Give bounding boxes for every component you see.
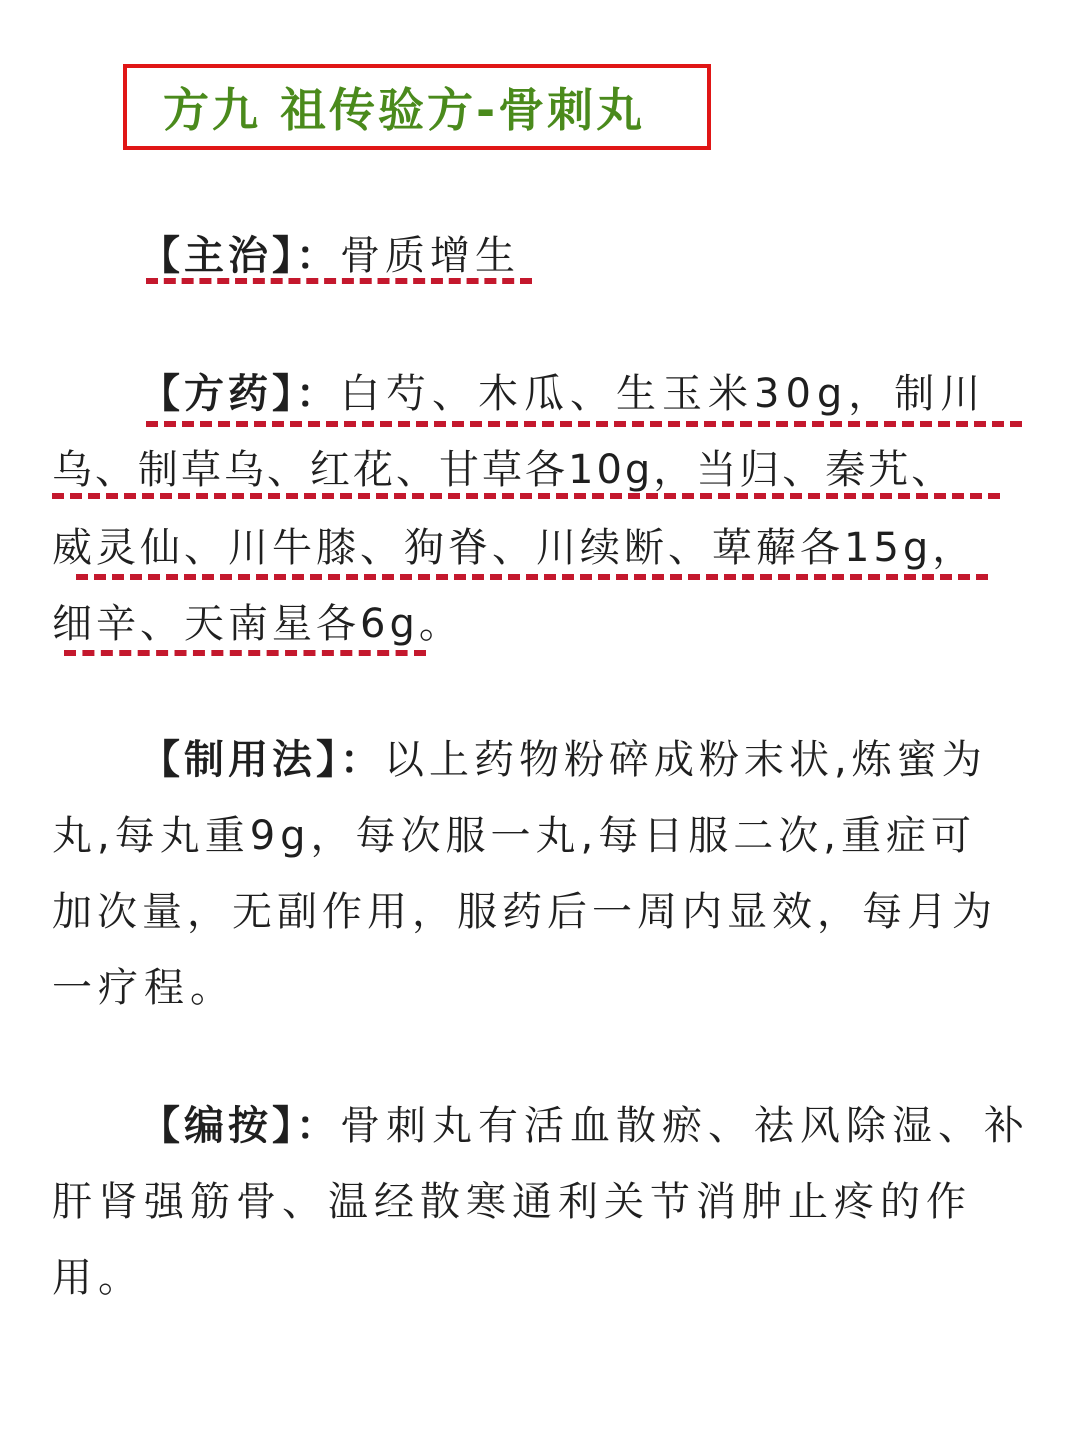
note-label: 【编按】： [140, 1103, 340, 1149]
preparation-label: 【制用法】： [140, 737, 384, 783]
prescription-label: 【方药】： [140, 371, 340, 417]
indication-text: 骨质增生 [340, 233, 520, 279]
preparation-line-4: 一疗程。 [52, 965, 236, 1011]
indication-line [140, 233, 520, 279]
page-title: 方九 祖传验方-骨刺丸 [163, 83, 646, 137]
underline-prescription-2 [52, 493, 1000, 499]
underline-prescription-4 [64, 650, 426, 656]
title-box [123, 64, 711, 150]
preparation-line-3: 加次量，无副作用，服药后一周内显效，每月为 [52, 889, 997, 935]
underline-indication [146, 278, 532, 284]
note-line-2: 肝肾强筋骨、温经散寒通利关节消肿止疼的作 [52, 1179, 972, 1225]
note-text-1: 骨刺丸有活血散瘀、祛风除湿、补 [340, 1103, 1030, 1149]
preparation-text-1: 以上药物粉碎成粉末状,炼蜜为 [384, 737, 987, 783]
preparation-line-1 [140, 737, 987, 783]
underline-prescription-1 [146, 421, 1022, 427]
prescription-line-3: 威灵仙、川牛膝、狗脊、川续断、萆薢各15g， [52, 525, 977, 571]
prescription-line-4: 细辛、天南星各6g。 [52, 601, 463, 647]
prescription-text-1: 白芍、木瓜、生玉米30g，制川 [340, 371, 987, 417]
note-line-1 [140, 1103, 1030, 1149]
note-line-3: 用。 [52, 1255, 144, 1301]
indication-label: 【主治】： [140, 233, 340, 279]
prescription-line-2: 乌、制草乌、红花、甘草各10g，当归、秦艽、 [52, 447, 955, 493]
preparation-line-2: 丸,每丸重9g，每次服一丸,每日服二次,重症可 [52, 813, 976, 859]
prescription-line-1 [140, 371, 987, 417]
underline-prescription-3 [76, 574, 988, 580]
